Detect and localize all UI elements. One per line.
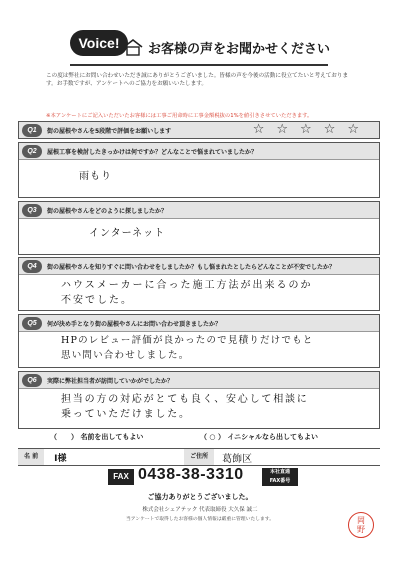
stamp-char: 岡 <box>357 516 365 525</box>
fax-label: FAX <box>108 469 134 485</box>
voice-badge: Voice! <box>70 30 128 56</box>
answer-line: ハウスメーカーに合った施工方法が出来るのか <box>61 280 313 291</box>
answer-line: 乗っていただけました。 <box>61 409 191 420</box>
question-text: 実際に弊社担当者が訪問していかがでしたか？ <box>47 377 174 385</box>
question-number: Q5 <box>22 317 42 330</box>
answer-line: HPのレビュー評価が良かったので見積りだけでもと <box>61 335 314 346</box>
fax-note <box>262 468 298 486</box>
question-number: Q1 <box>22 124 42 137</box>
address-label: ご住所 <box>184 449 214 465</box>
fax-note-line: 本社直通 <box>269 469 290 475</box>
name-publish-options <box>0 432 400 446</box>
seal-stamp-icon <box>348 512 374 538</box>
star-icon[interactable]: ☆ <box>252 122 265 137</box>
house-icon <box>122 38 144 56</box>
rating-stars <box>253 123 359 137</box>
question-text: 街の屋根やさんをどのように探しましたか？ <box>47 207 168 215</box>
checkbox-icon: （ ） <box>50 433 78 441</box>
question-3 <box>18 201 380 255</box>
header-divider <box>70 64 328 66</box>
answer-text[interactable]: 雨もり <box>79 171 112 182</box>
option-initial-ok[interactable] <box>200 432 318 442</box>
question-2 <box>18 142 380 198</box>
question-text: 屋根工事を検討したきっかけは何ですか？どんなことで悩まれていましたか？ <box>47 148 258 156</box>
company-info: 株式会社シェアテック 代表取締役 大久保 誠二 <box>142 507 258 513</box>
star-icon[interactable]: ☆ <box>300 122 312 137</box>
answer-text[interactable] <box>61 333 313 363</box>
answer-line: 思い問い合わせしました。 <box>61 350 190 361</box>
name-label: 名 前 <box>18 449 44 465</box>
customer-info-row <box>18 448 380 466</box>
fax-number: 0438-38-3310 <box>138 466 244 483</box>
option-label: イニシャルなら出してもよい <box>227 433 319 441</box>
page-title: お客様の声をお聞かせください <box>148 42 331 57</box>
answer-text[interactable] <box>61 278 313 308</box>
question-number: Q6 <box>22 374 42 387</box>
star-icon[interactable]: ☆ <box>276 122 289 137</box>
option-name-ok[interactable] <box>50 432 143 442</box>
privacy-note: 当アンケートで取得したお客様の個人情報は厳重に管理いたします。 <box>125 517 275 522</box>
fax-note-line: FAX番号 <box>269 478 291 484</box>
question-text: 街の屋根やさんを5段階で評価をお願いします <box>47 127 172 135</box>
option-label: 名前を出してもよい <box>80 433 144 441</box>
question-text: 何が決め手となり街の屋根やさんにお問い合わせ頂きましたか？ <box>47 320 222 328</box>
question-number: Q2 <box>22 145 42 158</box>
star-icon[interactable]: ☆ <box>323 122 336 137</box>
question-6 <box>18 371 380 429</box>
answer-text[interactable]: インターネット <box>89 228 166 239</box>
question-4 <box>18 257 380 311</box>
star-icon[interactable]: ☆ <box>347 122 359 137</box>
question-5 <box>18 314 380 368</box>
name-value[interactable]: I様 <box>54 453 67 464</box>
answer-line: 不安でした。 <box>61 295 133 306</box>
thanks-message: ご協力ありがとうございました。 <box>147 493 253 501</box>
answer-text[interactable] <box>61 392 309 422</box>
question-number: Q3 <box>22 204 42 217</box>
intro-text: この度は弊社にお問い合わせいただき誠にありがとうございました。皆様の声を今後の活動に役立てたいと考えております。お手数ですが、アンケートへのご協力をお願いいたします。 <box>46 73 349 88</box>
question-text: 街の屋根やさんを知りすぐに問い合わせをしましたか？もし悩まれたとしたらどんなことが不安でしたか？ <box>47 263 336 271</box>
question-1 <box>18 121 380 139</box>
discount-notice: ※本アンケートにご記入いただいたお客様には工事ご用命時に工事金額税抜の1%を値引きさせていただきます。 <box>46 113 313 119</box>
stamp-char: 野 <box>357 525 365 534</box>
question-number: Q4 <box>22 260 42 273</box>
checkbox-circled-icon: （ ○ ） <box>200 433 225 441</box>
address-value[interactable]: 葛飾区 <box>222 453 253 465</box>
answer-line: 担当の方の対応がとても良く、安心して相談に <box>61 394 309 405</box>
